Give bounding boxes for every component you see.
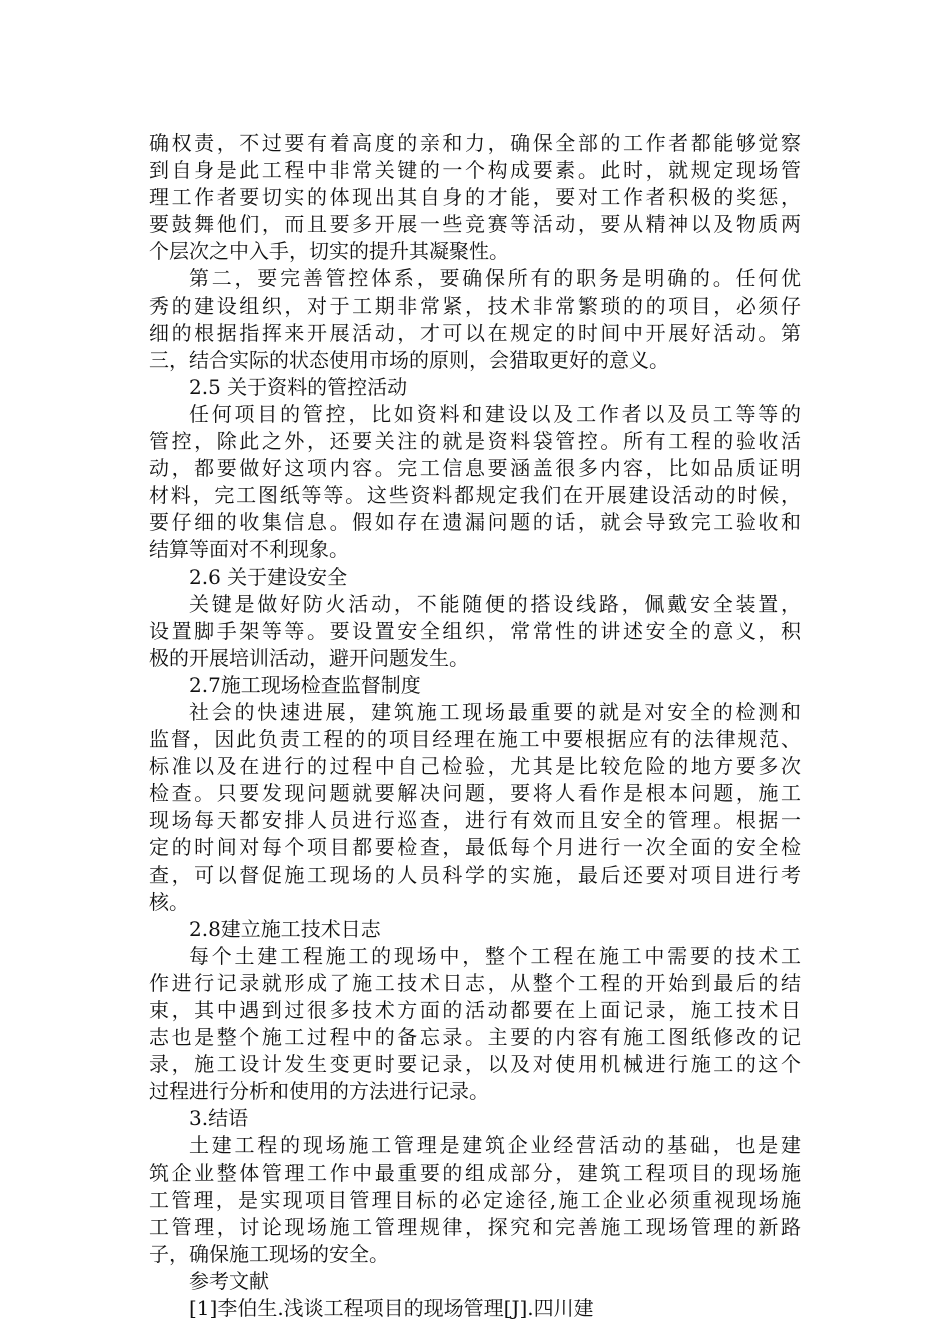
text-line: 查，可以督促施工现场的人员科学的实施，最后还要对项目进行考 — [149, 862, 801, 887]
text-line: 动，都要做好这项内容。完工信息要涵盖很多内容，比如品质证明 — [149, 456, 801, 481]
text-line: 结算等面对不利现象。 — [149, 537, 349, 562]
text-line: [1]李伯生.浅谈工程项目的现场管理[J].四川建 — [189, 1296, 594, 1321]
text-line: 到自身是此工程中非常关键的一个构成要素。此时，就规定现场管 — [149, 158, 801, 183]
text-line: 束，其中遇到过很多技术方面的活动都要在上面记录，施工技术日 — [149, 998, 801, 1022]
text-line: 过程进行分析和使用的方法进行记录。 — [149, 1079, 489, 1104]
text-line: 志也是整个施工过程中的备忘录。主要的内容有施工图纸修改的记 — [149, 1025, 801, 1050]
text-line: 2.7施工现场检查监督制度 — [189, 672, 421, 697]
text-line: 2.8建立施工技术日志 — [189, 916, 381, 941]
text-line: 定的时间对每个项目都要检查，最低每个月进行一次全面的安全检 — [149, 835, 801, 860]
text-line: 检查。只要发现问题就要解决问题，要将人看作是根本问题，施工 — [149, 781, 801, 806]
text-line: 极的开展培训活动，避开问题发生。 — [149, 645, 469, 670]
text-line: 土建工程的现场施工管理是建筑企业经营活动的基础，也是建 — [189, 1133, 801, 1158]
text-line: 2.5 关于资料的管控活动 — [189, 374, 408, 399]
text-line: 细的根据指挥来开展活动，才可以在规定的时间中开展好活动。第 — [149, 320, 801, 345]
text-line: 筑企业整体管理工作中最重要的组成部分，建筑工程项目的现场施 — [149, 1160, 801, 1185]
text-line: 秀的建设组织，对于工期非常紧，技术非常繁琐的的项目，必须仔 — [149, 293, 801, 318]
text-line: 作进行记录就形成了施工技术日志，从整个工程的开始到最后的结 — [149, 970, 801, 995]
text-line: 三，结合实际的状态使用市场的原则，会猎取更好的意义。 — [149, 347, 669, 372]
text-line: 核。 — [149, 889, 189, 914]
text-line: 关键是做好防火活动，不能随便的搭设线路，佩戴安全装置， — [189, 591, 801, 616]
text-line: 参考文献 — [189, 1268, 269, 1293]
text-line: 管控，除此之外，还要关注的就是资料袋管控。所有工程的验收活 — [149, 429, 801, 454]
text-line: 第二，要完善管控体系，要确保所有的职务是明确的。任何优 — [189, 266, 801, 291]
text-line: 要鼓舞他们，而且要多开展一些竞赛等活动，要从精神以及物质两 — [149, 212, 801, 237]
text-line: 确权责，不过要有着高度的亲和力，确保全部的工作者都能够觉察 — [149, 131, 801, 155]
document-body — [149, 130, 801, 1322]
text-line: 监督，因此负责工程的的项目经理在施工中要根据应有的法律规范、 — [149, 727, 801, 752]
text-line: 录，施工设计发生变更时要记录，以及对使用机械进行施工的这个 — [149, 1052, 801, 1077]
text-line: 每个土建工程施工的现场中，整个工程在施工中需要的技术工 — [189, 943, 801, 968]
text-line: 个层次之中入手，切实的提升其凝聚性。 — [149, 239, 509, 264]
text-line: 要仔细的收集信息。假如存在遗漏问题的话，就会导致完工验收和 — [149, 510, 801, 535]
text-line: 标准以及在进行的过程中自己检验，尤其是比较危险的地方要多次 — [149, 754, 801, 779]
text-line: 子，确保施工现场的安全。 — [149, 1241, 389, 1266]
text-line: 社会的快速进展，建筑施工现场最重要的就是对安全的检测和 — [189, 699, 801, 724]
text-line: 设置脚手架等等。要设置安全组织，常常性的讲述安全的意义，积 — [149, 618, 801, 643]
text-line: 工管理，是实现项目管理目标的必定途径,施工企业必须重视现场施 — [149, 1187, 801, 1212]
text-line: 3.结语 — [189, 1106, 249, 1131]
text-line: 现场每天都安排人员进行巡查，进行有效而且安全的管理。根据一 — [149, 808, 801, 833]
text-line: 任何项目的管控，比如资料和建设以及工作者以及员工等等的 — [189, 401, 801, 426]
text-line: 工管理，讨论现场施工管理规律，探究和完善施工现场管理的新路 — [149, 1214, 801, 1239]
text-line: 理工作者要切实的体现出其自身的才能，要对工作者积极的奖惩， — [149, 185, 801, 210]
text-line: 材料，完工图纸等等。这些资料都规定我们在开展建设活动的时候， — [149, 483, 801, 508]
text-line: 2.6 关于建设安全 — [189, 564, 348, 589]
